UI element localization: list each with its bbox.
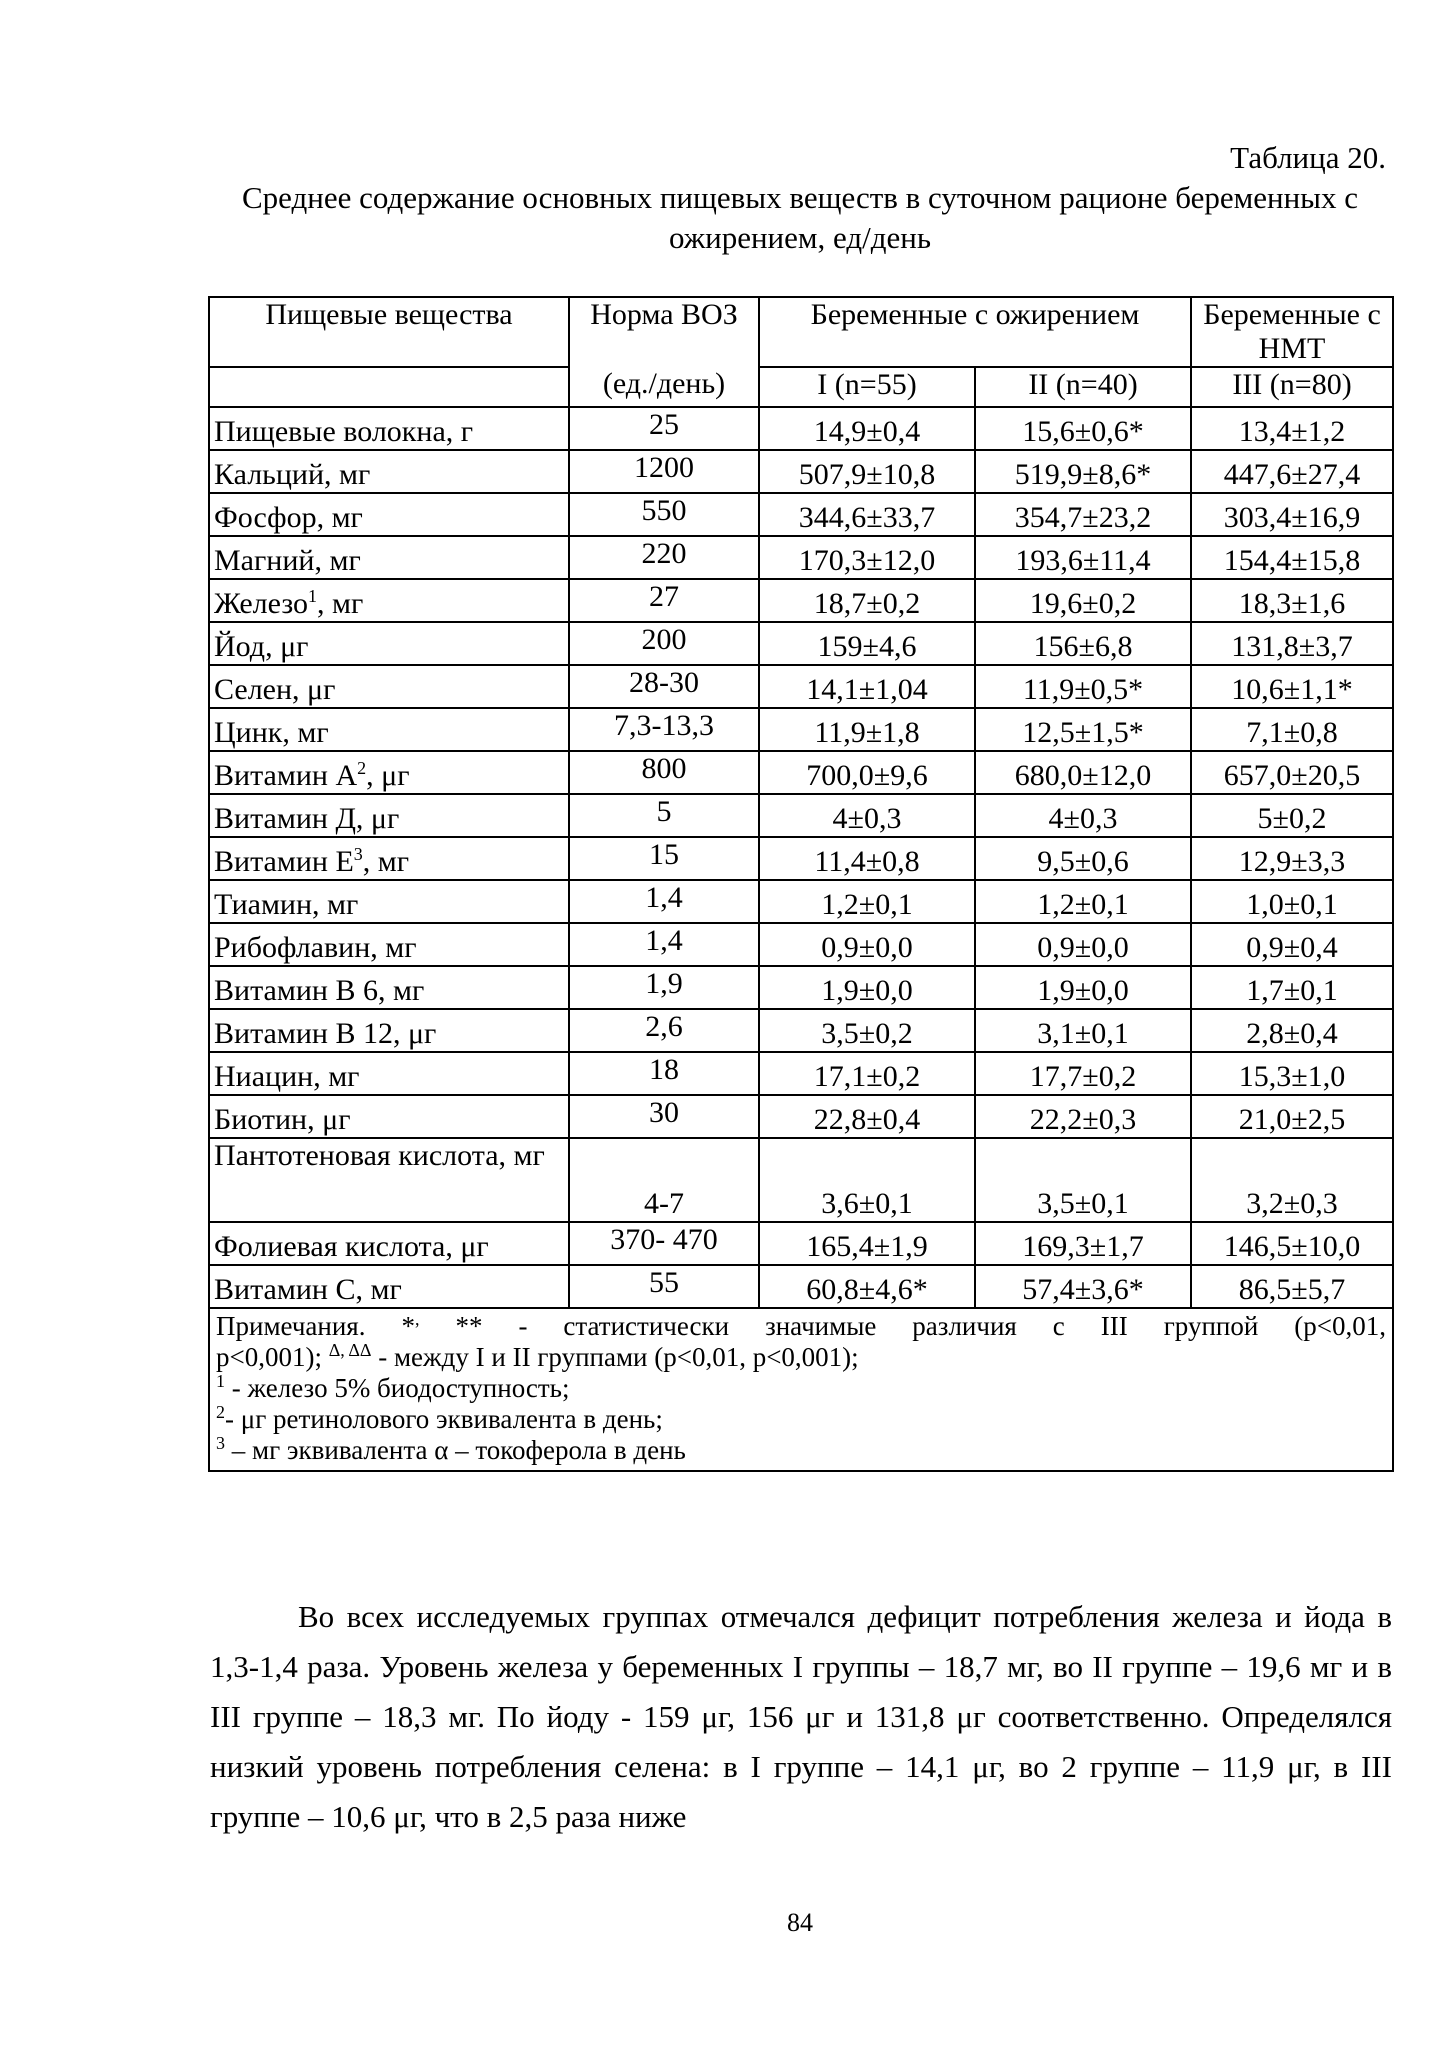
- norm-value: 15: [569, 837, 759, 880]
- notes-line-1-sup: ,: [414, 1309, 420, 1329]
- nutrient-name: Магний, мг: [209, 536, 569, 579]
- norm-value: 5: [569, 794, 759, 837]
- header-row-3: [209, 367, 1393, 407]
- table-row: [209, 450, 1393, 493]
- notes-line-2-sup: Δ, ΔΔ: [328, 1340, 372, 1360]
- group-2-value: 1,9±0,0: [975, 966, 1191, 1009]
- group-3-value: 2,8±0,4: [1191, 1009, 1393, 1052]
- notes-line-1: [216, 1311, 1386, 1342]
- table-row: [209, 665, 1393, 708]
- nutrient-name: Цинк, мг: [209, 708, 569, 751]
- table-row: [209, 708, 1393, 751]
- nutrient-name: Рибофлавин, мг: [209, 923, 569, 966]
- table-row: [209, 1222, 1393, 1265]
- group-1-value: 0,9±0,0: [759, 923, 975, 966]
- group-3-value: 5±0,2: [1191, 794, 1393, 837]
- header-norm-label: Норма ВОЗ: [590, 298, 738, 331]
- norm-value: 1,4: [569, 880, 759, 923]
- notes-line-2: [216, 1342, 1386, 1373]
- header-substances: Пищевые вещества: [209, 297, 569, 367]
- group-2-value: 17,7±0,2: [975, 1052, 1191, 1095]
- group-1-value: 11,9±1,8: [759, 708, 975, 751]
- norm-value: 25: [569, 407, 759, 450]
- table-row: [209, 407, 1393, 450]
- group-3-value: 1,7±0,1: [1191, 966, 1393, 1009]
- note-2-text: - μг ретинолового эквивалента в день;: [225, 1404, 663, 1434]
- nutrients-table: [208, 296, 1394, 1472]
- body-paragraph: Во всех исследуемых группах отмечался дефицит потребления железа и йода в 1,3-1,4 раза. Уровень железа у беременных I группы – 18,7 мг, во II группе – 19,6 мг и в III группе – 18,3 мг. По йоду - 159 μг, 156 μг и 131,8 μг соответственно. Определялся низкий уровень потребления селена: в I группе – 14,1 μг, во 2 группе – 11,9 μг, в III группе – 10,6 μг, что в 2,5 раза ниже: [210, 1599, 1392, 1834]
- notes-row: [209, 1308, 1393, 1471]
- group-3-value: 131,8±3,7: [1191, 622, 1393, 665]
- nutrient-name: Селен, μг: [209, 665, 569, 708]
- nutrient-name-text: Витамин Е: [214, 845, 354, 878]
- header-norm-unit: (ед./день): [569, 367, 759, 407]
- footnote-marker: 1: [308, 586, 317, 606]
- group-2-value: 1,2±0,1: [975, 880, 1191, 923]
- norm-value: 28-30: [569, 665, 759, 708]
- norm-value: 2,6: [569, 1009, 759, 1052]
- nutrient-name: Витамин С, мг: [209, 1265, 569, 1308]
- table-row: [209, 923, 1393, 966]
- group-2-value: 19,6±0,2: [975, 579, 1191, 622]
- table-row: [209, 622, 1393, 665]
- group-1-value: 60,8±4,6*: [759, 1265, 975, 1308]
- table-row: [209, 794, 1393, 837]
- note-3: [216, 1435, 1386, 1466]
- table-body: [209, 407, 1393, 1308]
- group-3-value: 447,6±27,4: [1191, 450, 1393, 493]
- norm-value: 370- 470: [569, 1222, 759, 1265]
- group-2-value: 15,6±0,6*: [975, 407, 1191, 450]
- nutrient-name: Йод, μг: [209, 622, 569, 665]
- group-1-value: 17,1±0,2: [759, 1052, 975, 1095]
- header-norm: [569, 297, 759, 367]
- note-1-text: - железо 5% биодоступность;: [225, 1373, 570, 1403]
- group-3-value: 15,3±1,0: [1191, 1052, 1393, 1095]
- nutrient-name: Пантотеновая кислота, мг: [209, 1138, 569, 1222]
- group-2-value: 9,5±0,6: [975, 837, 1191, 880]
- group-1-value: 11,4±0,8: [759, 837, 975, 880]
- notes-line-1-text: Примечания. *: [216, 1311, 415, 1341]
- footnote-marker: 2: [357, 758, 367, 778]
- group-1-value: 159±4,6: [759, 622, 975, 665]
- table-row: [209, 880, 1393, 923]
- group-2-value: 3,5±0,1: [975, 1138, 1191, 1222]
- norm-value: 1,9: [569, 966, 759, 1009]
- note-1: [216, 1373, 1386, 1404]
- table-number: Таблица 20.: [1230, 140, 1386, 175]
- table-title: Среднее содержание основных пищевых веществ в суточном рационе беременных с ожирением, ед/день: [241, 180, 1359, 255]
- nutrient-name: Фолиевая кислота, μг: [209, 1222, 569, 1265]
- nutrient-name: Фосфор, мг: [209, 493, 569, 536]
- note-2-marker: 2: [216, 1402, 225, 1422]
- group-2-value: 169,3±1,7: [975, 1222, 1191, 1265]
- nutrient-name: Биотин, μг: [209, 1095, 569, 1138]
- table-row: [209, 751, 1393, 794]
- nutrient-unit: , мг: [362, 845, 410, 878]
- group-3-value: 146,5±10,0: [1191, 1222, 1393, 1265]
- norm-value: 7,3-13,3: [569, 708, 759, 751]
- norm-value: 30: [569, 1095, 759, 1138]
- nutrient-name: [209, 751, 569, 794]
- group-2-value: 354,7±23,2: [975, 493, 1191, 536]
- group-2-value: 3,1±0,1: [975, 1009, 1191, 1052]
- notes-line-2-rest: - между I и II группами (p<0,01, p<0,001);: [371, 1342, 859, 1372]
- group-2-value: 57,4±3,6*: [975, 1265, 1191, 1308]
- group-1-value: 700,0±9,6: [759, 751, 975, 794]
- group-1-value: 14,1±1,04: [759, 665, 975, 708]
- group-2-value: 0,9±0,0: [975, 923, 1191, 966]
- norm-value: 200: [569, 622, 759, 665]
- header-substances-cont: [209, 367, 569, 407]
- group-3-value: 7,1±0,8: [1191, 708, 1393, 751]
- group-3-value: 154,4±15,8: [1191, 536, 1393, 579]
- group-2-value: 11,9±0,5*: [975, 665, 1191, 708]
- nutrient-name: [209, 579, 569, 622]
- group-1-value: 3,5±0,2: [759, 1009, 975, 1052]
- group-1-value: 507,9±10,8: [759, 450, 975, 493]
- group-2-value: 680,0±12,0: [975, 751, 1191, 794]
- group-3-value: 657,0±20,5: [1191, 751, 1393, 794]
- norm-value: 800: [569, 751, 759, 794]
- group-3-value: 1,0±0,1: [1191, 880, 1393, 923]
- note-3-text: – мг эквивалента α – токоферола в день: [225, 1435, 686, 1465]
- notes-line-1-rest: ** - статистически значимые различия с III группой (p<0,01,: [419, 1311, 1387, 1341]
- table-row: [209, 1265, 1393, 1308]
- table-row: [209, 966, 1393, 1009]
- nutrient-name: Витамин Д, μг: [209, 794, 569, 837]
- nutrient-name: Витамин В 6, мг: [209, 966, 569, 1009]
- group-3-value: 303,4±16,9: [1191, 493, 1393, 536]
- note-3-marker: 3: [216, 1433, 225, 1453]
- table-row: [209, 1095, 1393, 1138]
- nutrient-name: Витамин В 12, μг: [209, 1009, 569, 1052]
- group-1-value: 4±0,3: [759, 794, 975, 837]
- note-1-marker: 1: [216, 1371, 225, 1391]
- header-row-1: [209, 297, 1393, 367]
- header-obese: Беременные с ожирением: [759, 297, 1191, 367]
- nutrient-name: Тиамин, мг: [209, 880, 569, 923]
- group-1-value: 165,4±1,9: [759, 1222, 975, 1265]
- group-3-value: 13,4±1,2: [1191, 407, 1393, 450]
- header-group-3: III (n=80): [1191, 367, 1393, 407]
- group-1-value: 22,8±0,4: [759, 1095, 975, 1138]
- table-row: [209, 837, 1393, 880]
- group-1-value: 14,9±0,4: [759, 407, 975, 450]
- body-paragraph-container: [210, 1592, 1392, 1842]
- table-row: [209, 493, 1393, 536]
- norm-value: 27: [569, 579, 759, 622]
- group-3-value: 86,5±5,7: [1191, 1265, 1393, 1308]
- nutrient-unit: , мг: [317, 587, 364, 620]
- group-1-value: 344,6±33,7: [759, 493, 975, 536]
- table-row: [209, 579, 1393, 622]
- table-row: [209, 536, 1393, 579]
- norm-value: 18: [569, 1052, 759, 1095]
- notes-line-2-text: p<0,001);: [216, 1342, 329, 1372]
- norm-value: 550: [569, 493, 759, 536]
- norm-value: 55: [569, 1265, 759, 1308]
- group-1-value: 3,6±0,1: [759, 1138, 975, 1222]
- group-2-value: 4±0,3: [975, 794, 1191, 837]
- group-3-value: 21,0±2,5: [1191, 1095, 1393, 1138]
- nutrient-name: Пищевые волокна, г: [209, 407, 569, 450]
- nutrient-name-text: Железо: [214, 587, 308, 620]
- norm-value: 220: [569, 536, 759, 579]
- group-3-value: 10,6±1,1*: [1191, 665, 1393, 708]
- nutrient-name: Ниацин, мг: [209, 1052, 569, 1095]
- group-1-value: 1,9±0,0: [759, 966, 975, 1009]
- group-2-value: 12,5±1,5*: [975, 708, 1191, 751]
- nutrient-name: [209, 837, 569, 880]
- group-3-value: 12,9±3,3: [1191, 837, 1393, 880]
- group-2-value: 22,2±0,3: [975, 1095, 1191, 1138]
- group-2-value: 193,6±11,4: [975, 536, 1191, 579]
- group-3-value: 3,2±0,3: [1191, 1138, 1393, 1222]
- header-nmt: Беременные с НМТ: [1191, 297, 1393, 367]
- table-notes: [209, 1308, 1393, 1471]
- group-2-value: 519,9±8,6*: [975, 450, 1191, 493]
- header-group-2: II (n=40): [975, 367, 1191, 407]
- norm-value: 4-7: [569, 1138, 759, 1222]
- group-2-value: 156±6,8: [975, 622, 1191, 665]
- nutrient-name: Кальций, мг: [209, 450, 569, 493]
- table-row: [209, 1009, 1393, 1052]
- header-group-1: I (n=55): [759, 367, 975, 407]
- table-row: [209, 1052, 1393, 1095]
- group-1-value: 1,2±0,1: [759, 880, 975, 923]
- footnote-marker: 3: [353, 844, 363, 864]
- norm-value: 1,4: [569, 923, 759, 966]
- group-1-value: 170,3±12,0: [759, 536, 975, 579]
- group-3-value: 18,3±1,6: [1191, 579, 1393, 622]
- page-number: 84: [787, 1908, 813, 1937]
- nutrient-name-text: Витамин А: [214, 759, 358, 792]
- table-row: [209, 1138, 1393, 1222]
- note-2: [216, 1404, 1386, 1435]
- norm-value: 1200: [569, 450, 759, 493]
- group-3-value: 0,9±0,4: [1191, 923, 1393, 966]
- group-1-value: 18,7±0,2: [759, 579, 975, 622]
- nutrient-unit: , μг: [366, 759, 410, 792]
